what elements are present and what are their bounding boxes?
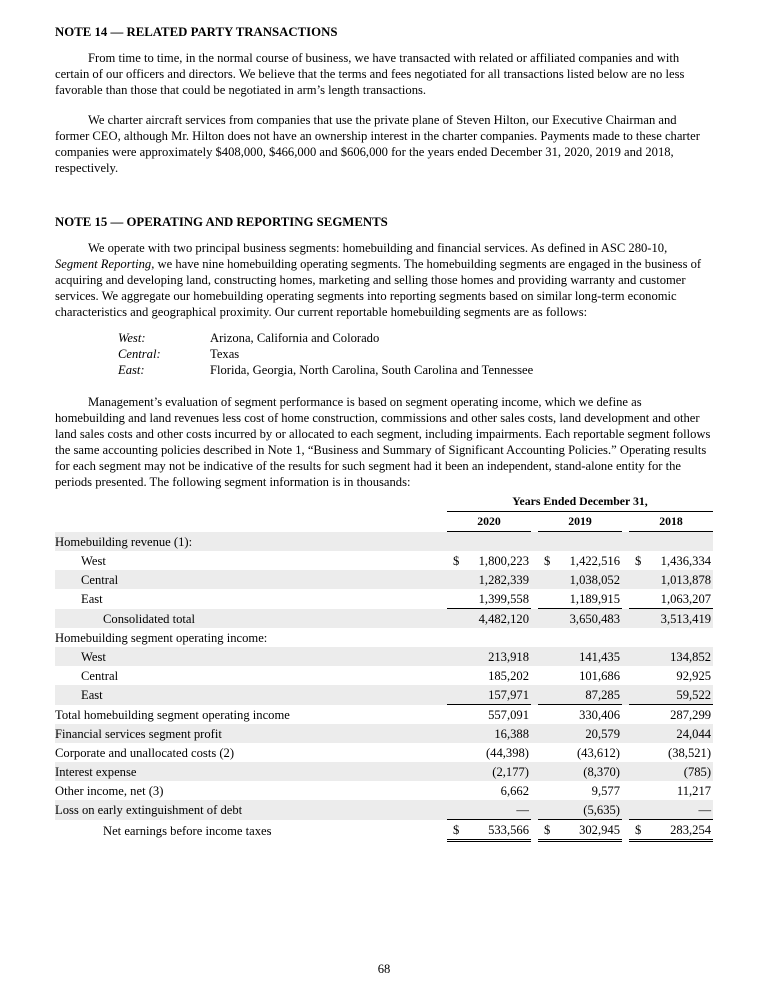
cell-value: $ 1,800,223 xyxy=(447,551,531,570)
cell-value: 1,189,915 xyxy=(538,589,622,609)
segment-region-row xyxy=(118,362,713,378)
row-label: Homebuilding segment operating income: xyxy=(55,630,268,645)
cell-value xyxy=(629,532,713,552)
cell-value: 9,577 xyxy=(591,783,620,798)
segment-states: Florida, Georgia, North Carolina, South Carolina and Tennessee xyxy=(210,363,534,377)
row-label: Interest expense xyxy=(55,762,447,781)
note15-heading: NOTE 15 — OPERATING AND REPORTING SEGMENTS xyxy=(55,215,388,229)
note15-paragraph-2: Management’s evaluation of segment performance is based on segment operating income, which we define as homebuilding and land revenues less cost of home construction, commissions and other sales costs, land development and other land sales costs and other costs incurred by or allocated to each segment, including impairments. Each reportable segment follows the same accounting policies described in Note 1, “Business and Summary of Significant Accounting Policies.” Operating results for each segment may not be indicative of the results for such segment had it been an independent, stand-alone entity for the periods presented. The following segment information is in thousands: xyxy=(55,395,711,489)
cell-value: 92,925 xyxy=(676,668,712,683)
table-row xyxy=(55,628,713,647)
cell-value: 557,091 xyxy=(488,707,529,722)
row-label: Net earnings before income taxes xyxy=(103,824,272,838)
segment-states: Arizona, California and Colorado xyxy=(210,331,380,345)
header-spacer xyxy=(55,512,447,532)
cell-value: 3,650,483 xyxy=(538,609,622,629)
cell-value xyxy=(629,628,713,647)
table-title: Years Ended December 31, xyxy=(447,492,713,512)
row-label: West xyxy=(81,553,106,568)
cell-value: 134,852 xyxy=(629,647,713,666)
cell-value: $ 533,566 xyxy=(447,820,531,841)
header-gap xyxy=(531,512,538,532)
dollar-sign: $ xyxy=(453,822,460,837)
cell-value: (8,370) xyxy=(538,762,622,781)
dollar-sign: $ xyxy=(544,822,551,837)
table-header xyxy=(55,492,713,532)
cell-value: 1,038,052 xyxy=(538,570,622,589)
table-row xyxy=(55,551,713,570)
year-header-row xyxy=(55,512,713,532)
note15-paragraph-1 xyxy=(55,240,713,320)
table-title-row xyxy=(55,492,713,512)
segment-term: West: xyxy=(118,331,146,345)
note14-heading: NOTE 14 — RELATED PARTY TRANSACTIONS xyxy=(55,25,338,39)
cell-value: 11,217 xyxy=(676,783,712,798)
row-label: Central xyxy=(55,570,447,589)
year-header: 2019 xyxy=(538,512,622,532)
cell-value: 1,399,558 xyxy=(447,589,531,609)
table-row xyxy=(55,820,713,841)
row-label: Loss on early extinguishment of debt xyxy=(55,800,447,820)
cell-value: 141,435 xyxy=(538,647,622,666)
dollar-sign: $ xyxy=(635,553,642,568)
segment-region-row xyxy=(118,346,713,362)
cell-value: 20,579 xyxy=(538,724,622,743)
table-row xyxy=(55,685,713,705)
cell-value: 157,971 xyxy=(447,685,531,705)
segment-states: Texas xyxy=(210,347,240,361)
page-content xyxy=(55,24,713,842)
row-label: Total homebuilding segment operating income xyxy=(55,707,290,722)
cell-value: 213,918 xyxy=(447,647,531,666)
segment-term: Central: xyxy=(118,347,161,361)
header-gap xyxy=(622,512,629,532)
table-row xyxy=(55,570,713,589)
row-label: Homebuilding revenue (1): xyxy=(55,532,447,552)
cell-value xyxy=(538,628,622,647)
cell-value: 6,662 xyxy=(500,783,529,798)
header-spacer xyxy=(55,492,447,512)
paragraph-text: We operate with two principal business segments: homebuilding and financial services. As defined in ASC 280-10, xyxy=(88,241,668,255)
cell-value: $ 283,254 xyxy=(629,820,713,841)
cell-value: (2,177) xyxy=(447,762,531,781)
table-row xyxy=(55,743,713,762)
dollar-sign: $ xyxy=(635,822,642,837)
segments-definition-list xyxy=(118,330,713,378)
row-label: Consolidated total xyxy=(55,609,447,629)
table-row xyxy=(55,532,713,552)
row-label: Central xyxy=(81,668,119,683)
cell-value: — xyxy=(629,800,713,820)
cell-value: 1,063,207 xyxy=(629,589,713,609)
cell-value: 4,482,120 xyxy=(447,609,531,629)
dollar-sign: $ xyxy=(453,553,460,568)
table-row xyxy=(55,762,713,781)
cell-value: (44,398) xyxy=(485,745,529,760)
cell-value: 1,282,339 xyxy=(447,570,531,589)
cell-value: (5,635) xyxy=(538,800,622,820)
segment-region-row xyxy=(118,330,713,346)
table-row xyxy=(55,705,713,725)
segment-term: East: xyxy=(118,363,145,377)
row-label: Other income, net (3) xyxy=(55,783,164,798)
table-row xyxy=(55,724,713,743)
cell-value: 330,406 xyxy=(579,707,620,722)
table-row xyxy=(55,800,713,820)
note14-paragraph-2: We charter aircraft services from companies that use the private plane of Steven Hilton, our Executive Chairman and former CEO, although Mr. Hilton does not have an ownership interest in the charter companies. Payments made to these charter companies were approximately $408,000, $466,000 and $606,000 for the years ended December 31, 2020, 2019 and 2018, respectively. xyxy=(55,113,700,175)
cell-value xyxy=(447,532,531,552)
row-label: West xyxy=(55,647,447,666)
cell-value: $ 1,436,334 xyxy=(629,551,713,570)
cell-value: (38,521) xyxy=(668,745,712,760)
cell-value: 59,522 xyxy=(629,685,713,705)
cell-value: 1,013,878 xyxy=(629,570,713,589)
cell-value: 87,285 xyxy=(538,685,622,705)
table-body xyxy=(55,532,713,841)
year-header: 2020 xyxy=(447,512,531,532)
note14-paragraph-1: From time to time, in the normal course of business, we have transacted with related or affiliated companies and with certain of our officers and directors. We believe that the terms and fees negotiated for all transactions listed below are no less favorable than those that could be negotiated in arm’s length transactions. xyxy=(55,51,685,97)
cell-value: 185,202 xyxy=(488,668,529,683)
cell-value: 16,388 xyxy=(447,724,531,743)
cell-value xyxy=(538,532,622,552)
cell-value: 287,299 xyxy=(670,707,712,722)
cell-value: 24,044 xyxy=(629,724,713,743)
row-label: East xyxy=(81,592,103,606)
segment-information-table xyxy=(55,492,713,842)
table-row xyxy=(55,609,713,629)
table-row xyxy=(55,589,713,609)
cell-value: $ 1,422,516 xyxy=(538,551,622,570)
row-label: East xyxy=(55,685,447,705)
page-number: 68 xyxy=(377,962,391,976)
cell-value: 101,686 xyxy=(579,668,620,683)
cell-value: — xyxy=(447,800,531,820)
row-label: Corporate and unallocated costs (2) xyxy=(55,745,235,760)
italic-term: Segment Reporting xyxy=(55,257,152,271)
cell-value: 3,513,419 xyxy=(629,609,713,629)
year-header: 2018 xyxy=(629,512,713,532)
dollar-sign: $ xyxy=(544,553,551,568)
table-row xyxy=(55,647,713,666)
cell-value xyxy=(447,628,531,647)
paragraph-text: , we have nine homebuilding operating segments. The homebuilding segments are engaged in the business of acquiring and developing land, constructing homes, marketing and selling those homes and providing warranty and customer services. We aggregate our homebuilding operating segments into reporting segments based on similar long-term economic characteristics and geographical proximity. Our current reportable homebuilding segments are as follows: xyxy=(55,257,702,319)
cell-value: (785) xyxy=(629,762,713,781)
cell-value: (43,612) xyxy=(576,745,620,760)
table-row xyxy=(55,781,713,800)
cell-value: $ 302,945 xyxy=(538,820,622,841)
table-row xyxy=(55,666,713,685)
row-label: Financial services segment profit xyxy=(55,724,447,743)
